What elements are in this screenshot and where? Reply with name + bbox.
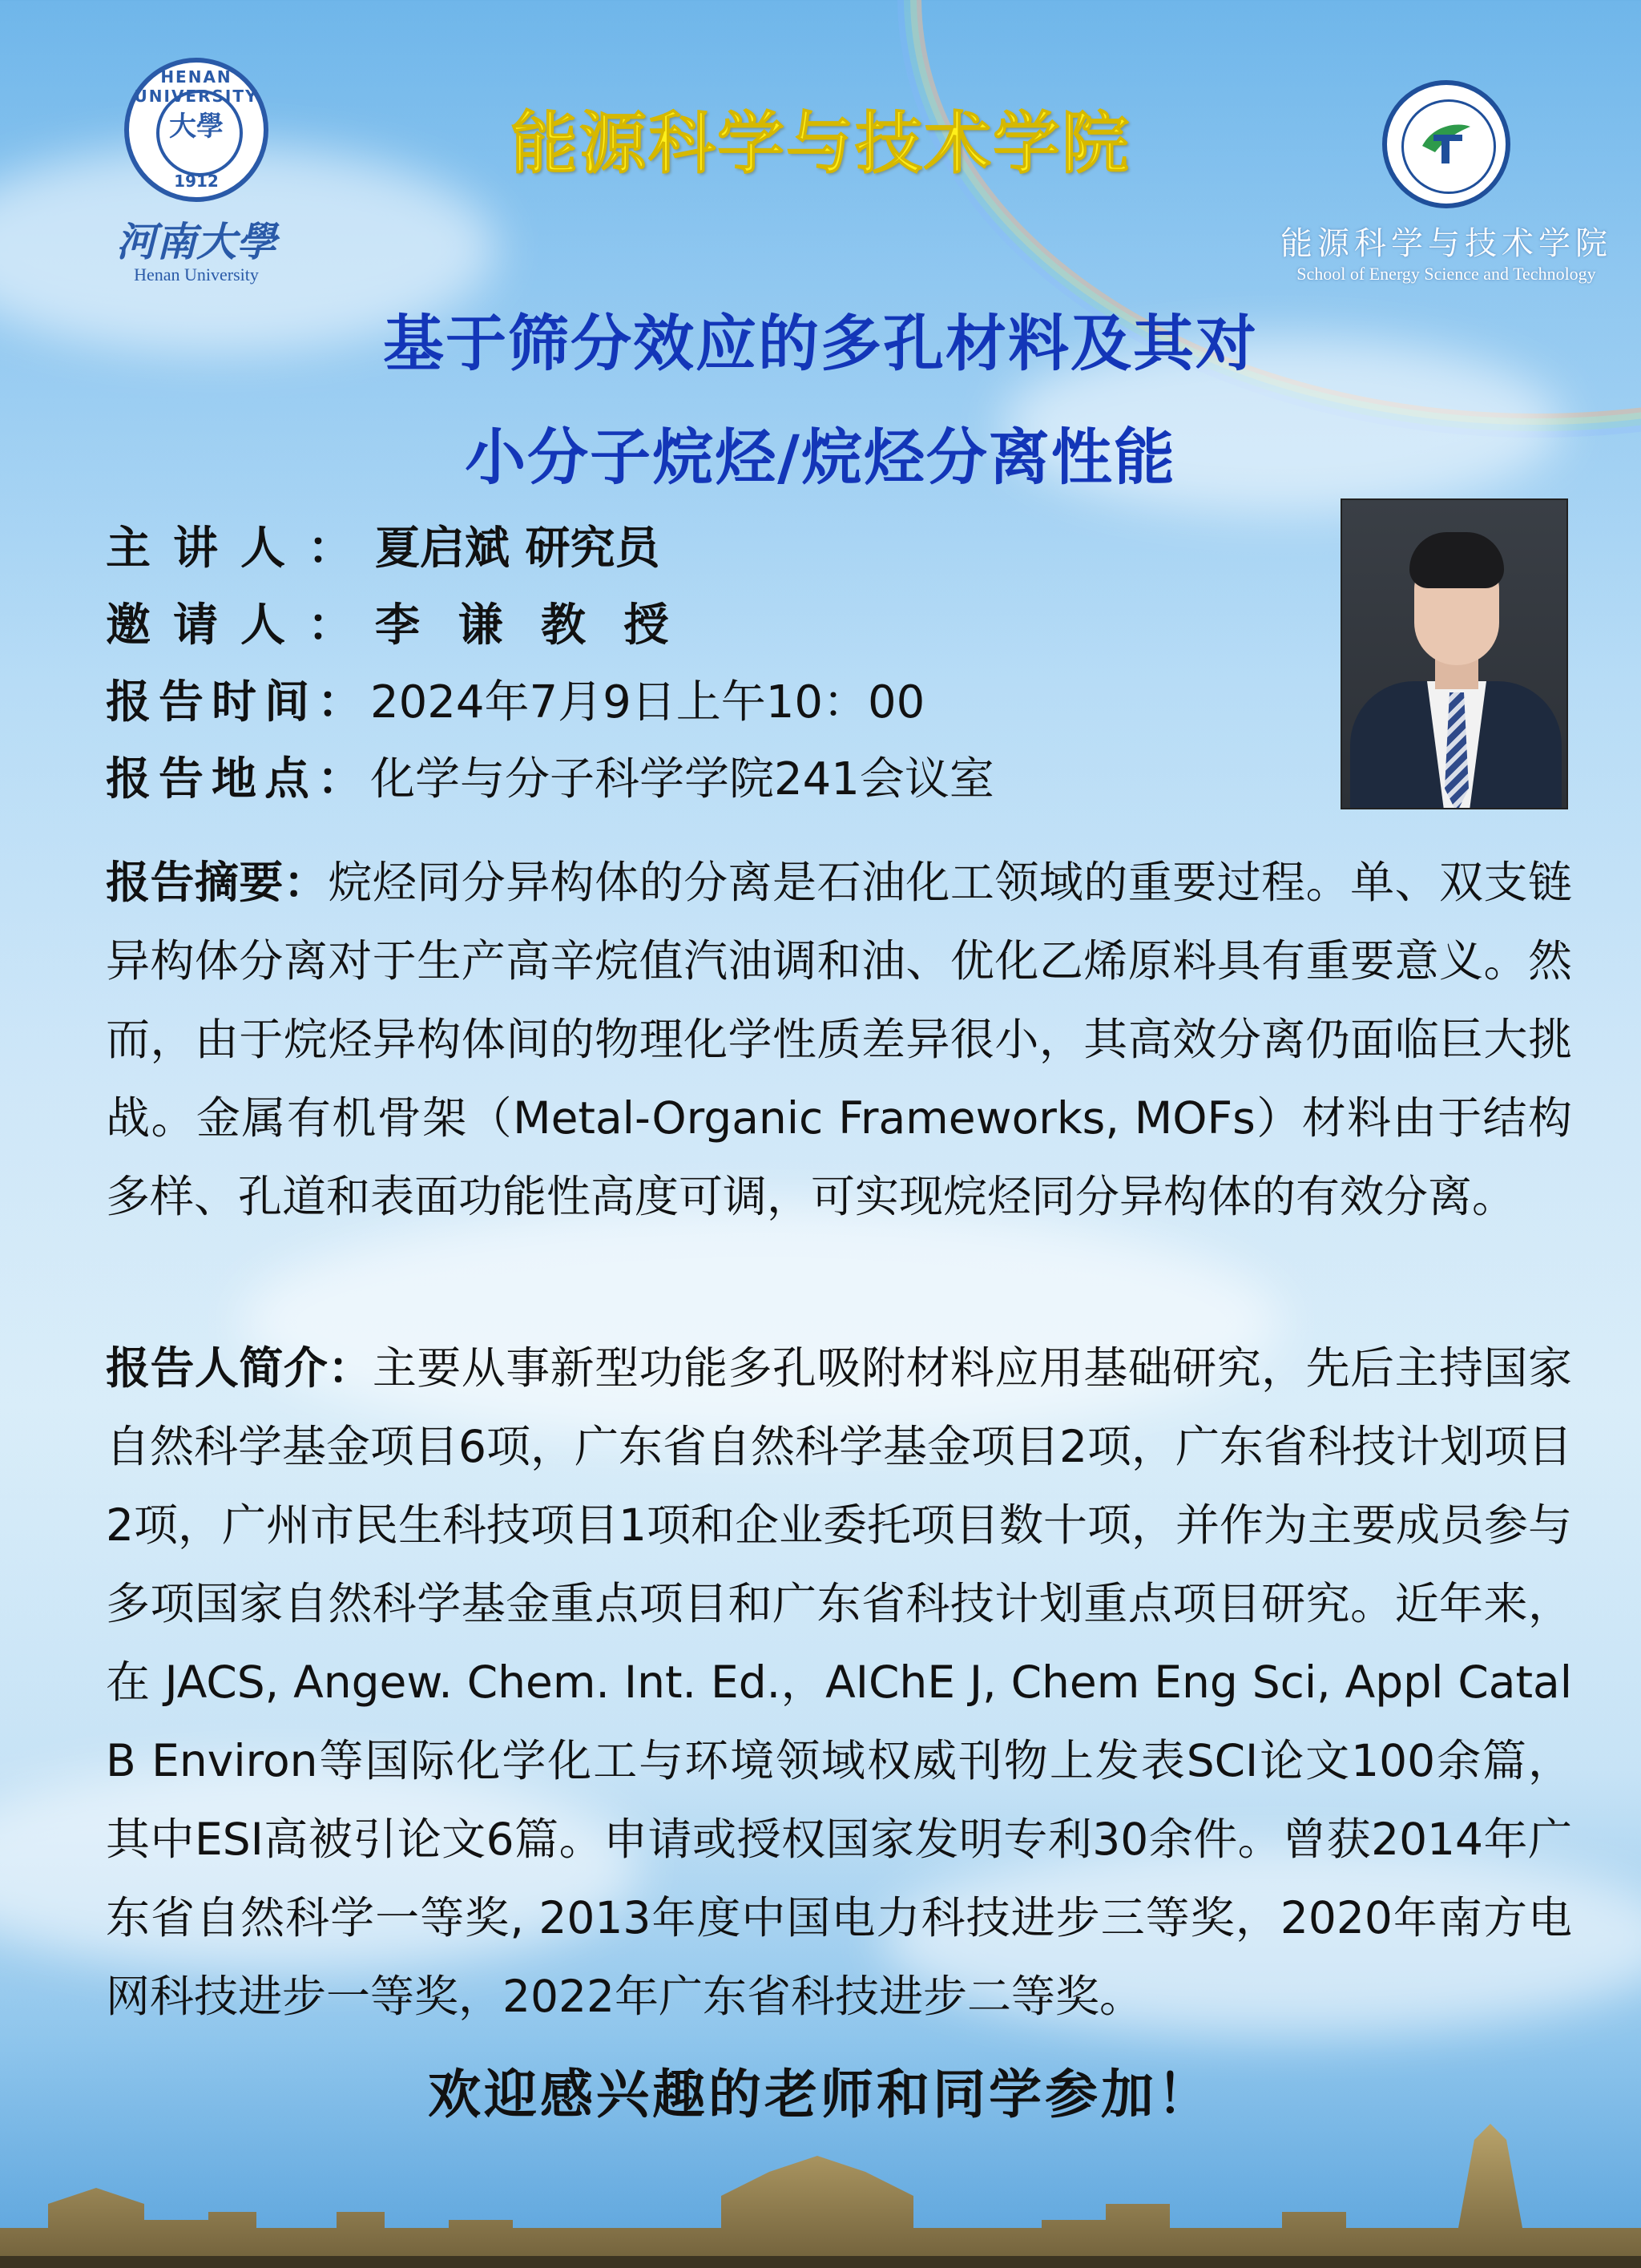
abstract-label: 报告摘要： bbox=[106, 857, 329, 908]
energy-leaf-icon bbox=[1417, 117, 1475, 165]
time-row bbox=[106, 667, 925, 731]
speaker-label: 主讲人： bbox=[106, 523, 375, 575]
university-name-en: Henan University bbox=[134, 264, 259, 285]
time-value: 2024年7月9日上午10：00 bbox=[370, 676, 925, 728]
inviter-value: 李 谦 教 授 bbox=[375, 599, 680, 652]
welcome-message: 欢迎感兴趣的老师和同学参加！ bbox=[428, 2064, 1213, 2125]
university-name-cn: 河南大學 bbox=[116, 218, 276, 265]
speaker-row bbox=[106, 513, 660, 577]
inviter-label: 邀请人： bbox=[106, 599, 375, 652]
school-title: 能源科学与技术学院 bbox=[510, 104, 1131, 183]
speaker-value: 夏启斌 研究员 bbox=[375, 523, 660, 575]
bio-paragraph bbox=[106, 1329, 1572, 2036]
time-label: 报告时间： bbox=[106, 676, 370, 728]
school-logo bbox=[1270, 80, 1623, 285]
school-emblem-icon bbox=[1382, 80, 1510, 208]
talk-title-line2: 小分子烷烃/烷烃分离性能 bbox=[465, 422, 1176, 493]
seal-top-text: HENAN UNIVERSITY bbox=[134, 67, 259, 106]
place-row bbox=[106, 744, 994, 808]
school-name-en: School of Energy Science and Technology bbox=[1296, 264, 1596, 284]
abstract-paragraph bbox=[106, 843, 1572, 1236]
speaker-photo bbox=[1341, 498, 1568, 809]
place-value: 化学与分子科学学院241会议室 bbox=[370, 753, 994, 805]
seal-year: 1912 bbox=[174, 172, 219, 191]
seal-glyph: 大學 bbox=[169, 111, 224, 143]
abstract-text: 烷烃同分异构体的分离是石油化工领域的重要过程。单、双支链异构体分离对于生产高辛烷值汽油调和油、优化乙烯原料具有重要意义。然而，由于烷烃异构体间的物理化学性质差异很小，其高效分离仍面临巨大挑战。金属有机骨架（Metal-Organic Frameworks, MOFs）材料由于结构多样、孔道和表面功能性高度可调，可实现烷烃同分异构体的有效分离。 bbox=[106, 857, 1572, 1222]
place-label: 报告地点： bbox=[106, 753, 370, 805]
talk-title-line1: 基于筛分效应的多孔材料及其对 bbox=[383, 308, 1258, 379]
campus-skyline-image bbox=[0, 2108, 1641, 2268]
school-name-cn: 能源科学与技术学院 bbox=[1280, 225, 1612, 262]
bio-text: 主要从事新型功能多孔吸附材料应用基础研究，先后主持国家自然科学基金项目6项，广东省自然科学基金项目2项，广东省科技计划项目2项，广州市民生科技项目1项和企业委托项目数十项，并作为主要成员参与多项国家自然科学基金重点项目和广东省科技计划重点项目研究。近年来，在 JACS, Angew. Chem. Int. Ed.，AIChE J, Chem Eng Sci, Appl Catal B Environ等国际化学化工与环境领域权威刊物上发表SCI论文100余篇，其中ESI高被引论文6篇。申请或授权国家发明专利30余件。曾获2014年广东省自然科学一等奖, 2013年度中国电力科技进步三等奖，2020年南方电网科技进步一等奖，2022年广东省科技进步二等奖。 bbox=[106, 1342, 1572, 2022]
inviter-row bbox=[106, 590, 680, 654]
bio-label: 报告人简介： bbox=[106, 1342, 373, 1394]
